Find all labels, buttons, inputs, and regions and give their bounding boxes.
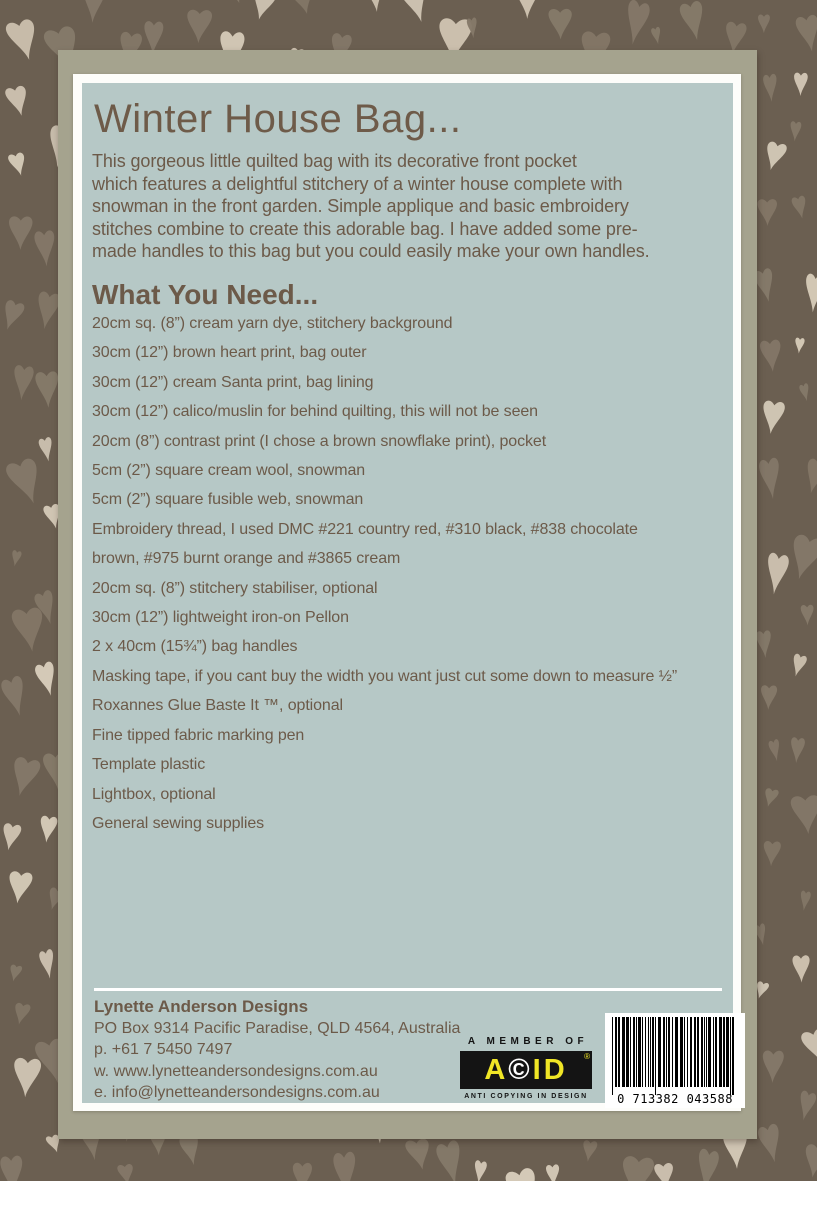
acid-letter-d: D (543, 1053, 568, 1086)
intro-paragraph (92, 150, 650, 263)
supply-item: Embroidery thread, I used DMC #221 country red, #310 black, #838 chocolate (92, 520, 638, 538)
publisher-info (94, 996, 460, 1104)
supply-item: 5cm (2”) square fusible web, snowman (92, 491, 364, 509)
supply-item: Masking tape, if you cant buy the width you want just cut some down to measure ½” (92, 667, 678, 685)
intro-line: which features a delightful stitchery of a winter house complete with (92, 173, 623, 194)
intro-line: made handles to this bag but you could easily make your own handles. (92, 241, 650, 262)
acid-tagline: ANTI COPYING IN DESIGN (464, 1093, 588, 1100)
publisher-website: w. www.lynetteandersondesigns.com.au (94, 1062, 378, 1080)
supply-item: 30cm (12”) lightweight iron-on Pellon (92, 609, 349, 627)
barcode (605, 1013, 745, 1108)
publisher-address: PO Box 9314 Pacific Paradise, QLD 4564, Australia (94, 1019, 461, 1037)
publisher-phone: p. +61 7 5450 7497 (94, 1041, 233, 1058)
supply-item: 30cm (12”) brown heart print, bag outer (92, 344, 367, 362)
supply-item: 20cm sq. (8”) cream yarn dye, stitchery background (92, 315, 453, 332)
publisher-name: Lynette Anderson Designs (94, 997, 309, 1016)
publisher-email: e. info@lynetteandersondesigns.com.au (94, 1084, 380, 1101)
page-title: Winter House Bag... (94, 97, 462, 141)
supply-item: 20cm (8”) contrast print (I chose a brown snowflake print), pocket (92, 432, 547, 450)
supply-item: 20cm sq. (8”) stitchery stabiliser, optional (92, 579, 378, 597)
supply-item: Roxannes Glue Baste It ™, optional (92, 697, 343, 715)
what-you-need-heading: What You Need... (92, 279, 319, 310)
acid-logo-box (460, 1051, 592, 1089)
acid-letter-i: I (532, 1053, 544, 1086)
supply-item: Fine tipped fabric marking pen (92, 726, 305, 744)
supply-item: General sewing supplies (92, 814, 265, 832)
supply-item: 2 x 40cm (15¾”) bag handles (92, 638, 298, 656)
intro-line: stitches combine to create this adorable bag. I have added some pre- (92, 218, 638, 239)
supply-item: 30cm (12”) calico/muslin for behind quilting, this will not be seen (92, 403, 538, 421)
barcode-bars (612, 1017, 740, 1089)
supply-item: Template plastic (92, 756, 206, 774)
intro-line: This gorgeous little quilted bag with its decorative front pocket (92, 151, 577, 171)
supply-item: Lightbox, optional (92, 785, 216, 803)
supply-item: 30cm (12”) cream Santa print, bag lining (92, 373, 374, 391)
supply-item: brown, #975 burnt orange and #3865 cream (92, 550, 401, 568)
acid-member-text: A MEMBER OF (467, 1036, 589, 1047)
supply-item: 5cm (2”) square cream wool, snowman (92, 462, 366, 480)
registered-mark-icon: ® (584, 1052, 590, 1061)
supplies-list (92, 309, 677, 838)
barcode-number: 0 713382 043588 (617, 1092, 733, 1106)
footer-divider (94, 988, 722, 991)
acid-letter-a: A (484, 1053, 509, 1086)
intro-line: snowman in the front garden. Simple applique and basic embroidery (92, 196, 629, 217)
content-card (82, 83, 733, 1103)
acid-logo (460, 1036, 592, 1100)
copyright-icon: © (508, 1053, 533, 1086)
